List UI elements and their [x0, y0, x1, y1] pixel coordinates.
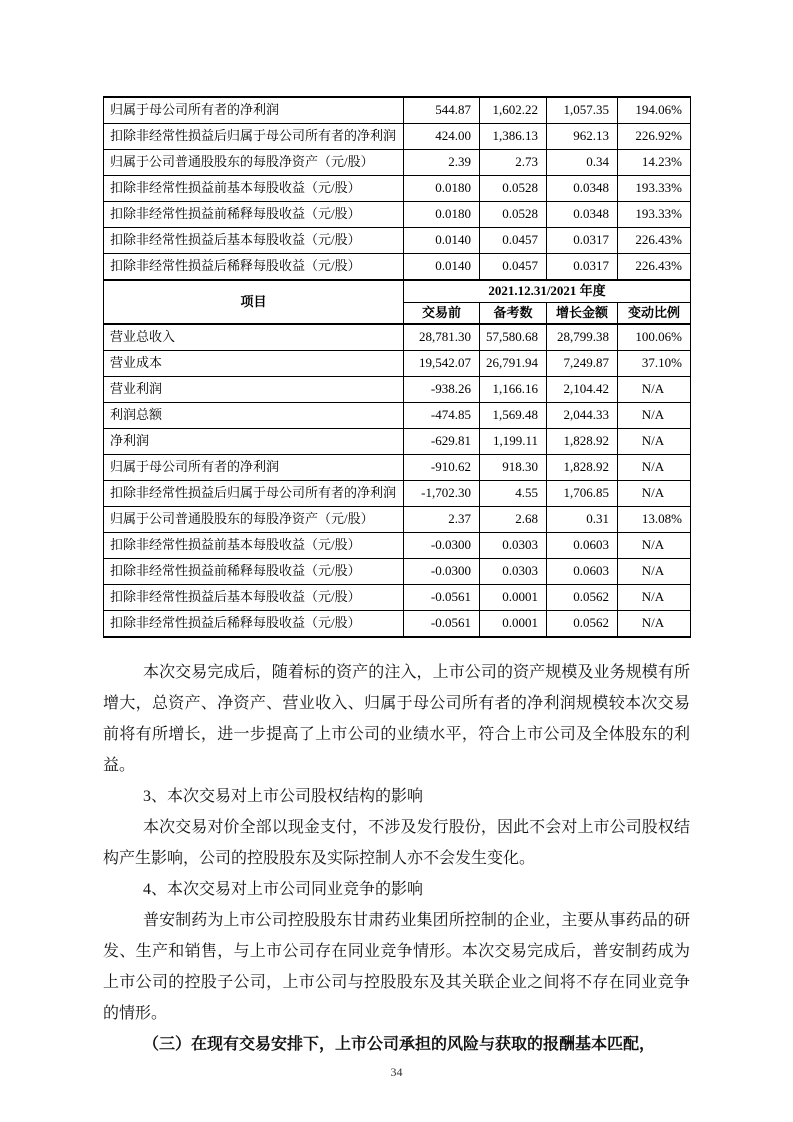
row-label: 营业利润 [104, 377, 404, 403]
row-value: 0.0348 [547, 201, 618, 227]
row-value: 2.73 [480, 149, 547, 175]
row-value: 0.0180 [404, 201, 480, 227]
row-value: 100.06% [618, 324, 691, 350]
row-value: N/A [618, 377, 691, 403]
row-label: 扣除非经常性损益前稀释每股收益（元/股） [104, 201, 404, 227]
row-value: 193.33% [618, 175, 691, 201]
row-value: 2.68 [480, 507, 547, 533]
table-row [104, 584, 691, 610]
paragraph-transaction-effect: 本次交易完成后，随着标的资产的注入，上市公司的资产规模及业务规模有所增大，总资产、净资产、营业收入、归属于母公司所有者的净利润规模较本次交易前将有所增长，进一步提高了上市公司的业绩水平，符合上市公司及全体股东的利益。 [103, 663, 690, 774]
column-header-period: 2021.12.31/2021 年度 [404, 280, 691, 302]
table-row [104, 201, 691, 227]
table-row [104, 610, 691, 636]
row-label: 扣除非经常性损益后归属于母公司所有者的净利润 [104, 481, 404, 507]
table-row [104, 97, 691, 123]
table-header-row [104, 280, 691, 302]
row-value: 194.06% [618, 97, 691, 123]
row-value: 1,569.48 [480, 403, 547, 429]
row-value: 1,199.11 [480, 429, 547, 455]
paragraph-competition: 普安制药为上市公司控股股东甘肃药业集团所控制的企业，主要从事药品的研发、生产和销售，与上市公司存在同业竞争情形。本次交易完成后，普安制药成为上市公司的控股子公司，上市公司与控股股东及其关联企业之间将不存在同业竞争的情形。 [103, 911, 690, 1022]
row-value: N/A [618, 403, 691, 429]
column-header-pre-transaction: 交易前 [404, 302, 480, 324]
row-value: -0.0561 [404, 584, 480, 610]
row-value: 0.0603 [547, 558, 618, 584]
table-row [104, 532, 691, 558]
table-row [104, 429, 691, 455]
row-label: 扣除非经常性损益后稀释每股收益（元/股） [104, 610, 404, 636]
row-value: 0.0603 [547, 532, 618, 558]
row-label: 扣除非经常性损益后归属于母公司所有者的净利润 [104, 123, 404, 149]
table-row [104, 455, 691, 481]
row-value: 0.0528 [480, 175, 547, 201]
heading-equity-structure-impact: 3、本次交易对上市公司股权结构的影响 [143, 787, 424, 805]
row-value: N/A [618, 584, 691, 610]
row-value: 962.13 [547, 123, 618, 149]
row-label: 归属于公司普通股股东的每股净资产（元/股） [104, 507, 404, 533]
table-row [104, 175, 691, 201]
row-value: 1,828.92 [547, 455, 618, 481]
row-value: 0.0457 [480, 227, 547, 253]
table-row [104, 403, 691, 429]
column-header-pro-forma: 备考数 [480, 302, 547, 324]
row-value: 1,828.92 [547, 429, 618, 455]
heading-risk-reward-match: （三）在现有交易安排下，上市公司承担的风险与获取的报酬基本匹配， [143, 1035, 656, 1053]
row-value: 0.0140 [404, 253, 480, 279]
row-value: N/A [618, 610, 691, 636]
row-label: 归属于母公司所有者的净利润 [104, 97, 404, 123]
row-label: 扣除非经常性损益后基本每股收益（元/股） [104, 227, 404, 253]
row-value: -629.81 [404, 429, 480, 455]
row-value: 0.0303 [480, 532, 547, 558]
table-row [104, 507, 691, 533]
row-label: 归属于公司普通股股东的每股净资产（元/股） [104, 149, 404, 175]
row-value: N/A [618, 481, 691, 507]
row-value: 0.0317 [547, 253, 618, 279]
row-value: 544.87 [404, 97, 480, 123]
row-value: 2.39 [404, 149, 480, 175]
row-value: 918.30 [480, 455, 547, 481]
row-value: N/A [618, 455, 691, 481]
row-value: 7,249.87 [547, 351, 618, 377]
row-value: 0.0457 [480, 253, 547, 279]
row-value: -0.0561 [404, 610, 480, 636]
column-header-change-ratio: 变动比例 [618, 302, 691, 324]
row-value: 2.37 [404, 507, 480, 533]
row-label: 扣除非经常性损益前基本每股收益（元/股） [104, 532, 404, 558]
row-label: 营业成本 [104, 351, 404, 377]
row-value: 0.0317 [547, 227, 618, 253]
table-row [104, 481, 691, 507]
row-value: 0.0001 [480, 584, 547, 610]
row-label: 净利润 [104, 429, 404, 455]
row-value: 226.92% [618, 123, 691, 149]
table-row [104, 149, 691, 175]
row-value: -0.0300 [404, 532, 480, 558]
pro-forma-financials-table [103, 96, 691, 638]
row-value: 14.23% [618, 149, 691, 175]
row-value: 1,166.16 [480, 377, 547, 403]
table-row [104, 324, 691, 350]
table-row [104, 558, 691, 584]
paragraph-equity-structure: 本次交易对价全部以现金支付，不涉及发行股份，因此不会对上市公司股权结构产生影响，公司的控股股东及实际控制人亦不会发生变化。 [103, 818, 690, 867]
heading-competition-impact: 4、本次交易对上市公司同业竞争的影响 [143, 880, 424, 898]
page-number: 34 [390, 1064, 403, 1079]
row-value: N/A [618, 429, 691, 455]
row-value: 1,706.85 [547, 481, 618, 507]
row-value: 2,044.33 [547, 403, 618, 429]
body-text [103, 657, 690, 1060]
row-value: 0.0348 [547, 175, 618, 201]
table-data-section [104, 324, 691, 636]
row-value: 19,542.07 [404, 351, 480, 377]
row-value: 226.43% [618, 253, 691, 279]
table-row [104, 123, 691, 149]
row-value: 4.55 [480, 481, 547, 507]
table-row [104, 253, 691, 279]
row-label: 营业总收入 [104, 324, 404, 350]
row-value: 28,799.38 [547, 324, 618, 350]
row-value: -910.62 [404, 455, 480, 481]
row-value: 28,781.30 [404, 324, 480, 350]
row-label: 利润总额 [104, 403, 404, 429]
table-header-section [104, 280, 691, 325]
table-row [104, 377, 691, 403]
table-row [104, 227, 691, 253]
row-value: 0.0303 [480, 558, 547, 584]
row-value: 57,580.68 [480, 324, 547, 350]
row-value: -1,702.30 [404, 481, 480, 507]
row-label: 归属于母公司所有者的净利润 [104, 455, 404, 481]
row-value: 0.0140 [404, 227, 480, 253]
row-value: N/A [618, 558, 691, 584]
row-value: 193.33% [618, 201, 691, 227]
table-continued-section [104, 97, 691, 280]
row-value: N/A [618, 532, 691, 558]
row-value: 0.31 [547, 507, 618, 533]
row-value: 0.0562 [547, 584, 618, 610]
row-value: 0.0180 [404, 175, 480, 201]
row-label: 扣除非经常性损益后基本每股收益（元/股） [104, 584, 404, 610]
row-value: -0.0300 [404, 558, 480, 584]
row-label: 扣除非经常性损益前基本每股收益（元/股） [104, 175, 404, 201]
row-value: 0.0001 [480, 610, 547, 636]
row-value: 1,386.13 [480, 123, 547, 149]
column-header-growth-amount: 增长金额 [547, 302, 618, 324]
row-value: 1,057.35 [547, 97, 618, 123]
row-value: 26,791.94 [480, 351, 547, 377]
row-value: 37.10% [618, 351, 691, 377]
row-label: 扣除非经常性损益前稀释每股收益（元/股） [104, 558, 404, 584]
row-value: -474.85 [404, 403, 480, 429]
row-value: 1,602.22 [480, 97, 547, 123]
row-value: 0.34 [547, 149, 618, 175]
table-row [104, 351, 691, 377]
row-value: 424.00 [404, 123, 480, 149]
row-value: 13.08% [618, 507, 691, 533]
row-value: 226.43% [618, 227, 691, 253]
row-value: 2,104.42 [547, 377, 618, 403]
row-value: -938.26 [404, 377, 480, 403]
column-header-item: 项目 [104, 280, 404, 325]
row-label: 扣除非经常性损益后稀释每股收益（元/股） [104, 253, 404, 279]
row-value: 0.0562 [547, 610, 618, 636]
row-value: 0.0528 [480, 201, 547, 227]
